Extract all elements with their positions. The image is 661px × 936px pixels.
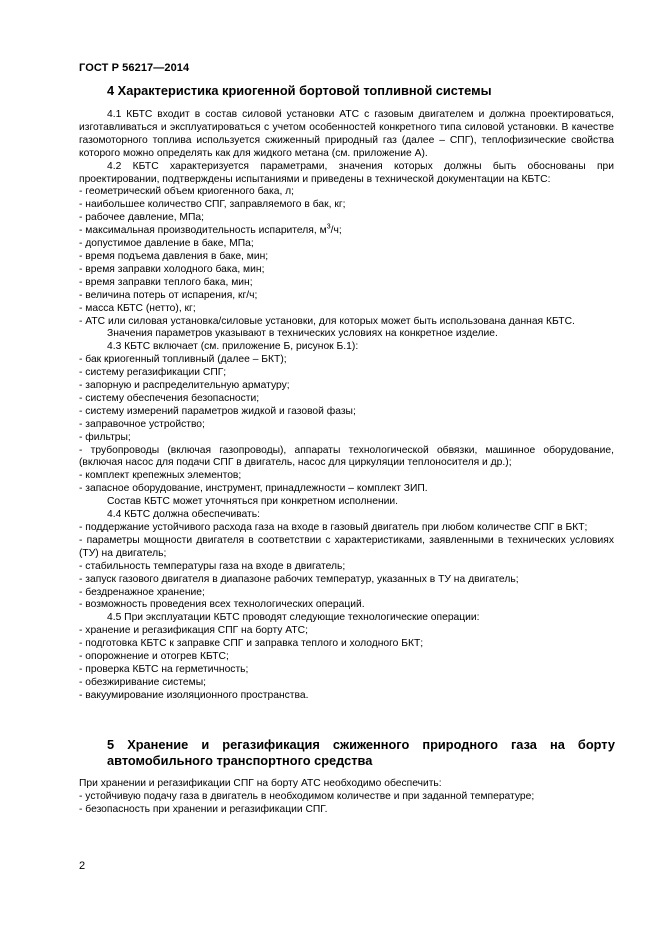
- list-item: - заправочное устройство;: [79, 418, 205, 430]
- list-item: - обезжиривание системы;: [79, 676, 206, 688]
- list-item: - бездренажное хранение;: [79, 586, 205, 598]
- section-4-title: 4 Характеристика криогенной бортовой топливной системы: [107, 83, 492, 98]
- list-item: - проверка КБТС на герметичность;: [79, 663, 249, 675]
- list-item: - поддержание устойчивого расхода газа на входе в газовый двигатель при любом количестве СПГ в БКТ;: [79, 522, 588, 533]
- list-item: - величина потерь от испарения, кг/ч;: [79, 289, 258, 301]
- list-item: - АТС или силовая установка/силовые установки, для которых может быть использована данная КБТС.: [79, 315, 575, 327]
- list-item: - подготовка КБТС к заправке СПГ и заправка теплого и холодного БКТ;: [79, 638, 424, 650]
- list-item: - запасное оборудование, инструмент, принадлежности – комплект ЗИП.: [79, 483, 428, 495]
- superscript: 3: [326, 223, 331, 231]
- list-item-text: - максимальная производительность испарителя, м: [79, 225, 327, 237]
- section-5-body: [79, 778, 614, 817]
- list-item: - комплект крепежных элементов;: [79, 470, 242, 482]
- list-item: - наибольшее количество СПГ, заправляемого в бак, кг;: [79, 199, 346, 211]
- list-item: - масса КБТС (нетто), кг;: [79, 302, 196, 314]
- list-item: - систему измерений параметров жидкой и газовой фазы;: [79, 405, 356, 417]
- paragraph-4-2-note: Значения параметров указывают в технических условиях на конкретное изделие.: [107, 328, 498, 340]
- section-5-title: 5 Хранение и регазификация сжиженного природного газа на борту автомобильного транспортного средства: [107, 737, 615, 768]
- paragraph-4-1: 4.1 КБТС входит в состав силовой установки АТС с газовым двигателем и должна проектироваться, изготавливаться и эксплуатироваться с учетом особенностей конкретного типа силовой установки. В качестве газомоторного топлива используется сжиженный природный газ (далее – СПГ), теплофизические свойства которого можно определять как для жидкого метана (см. приложение А).: [79, 109, 614, 159]
- list-item: - трубопроводы (включая газопроводы), аппараты технологической обвязки, машинное оборудование, (включая насос для подачи СПГ в двигатель, насос для циркуляции теплоносителя и др.);: [79, 444, 614, 469]
- paragraph-4-3-note: Состав КБТС может уточняться при конкретном исполнении.: [107, 496, 399, 508]
- list-item: - параметры мощности двигателя в соответствии с характеристиками, заявленными в технических условиях (ТУ) на двигатель;: [79, 534, 614, 559]
- paragraph-4-5: 4.5 При эксплуатации КБТС проводят следующие технологические операции:: [107, 612, 480, 624]
- list-item: - систему обеспечения безопасности;: [79, 392, 260, 404]
- section-4-body: [79, 109, 614, 703]
- list-item: - время заправки холодного бака, мин;: [79, 263, 265, 275]
- document-header: ГОСТ Р 56217—2014: [79, 62, 190, 74]
- paragraph-4-3: 4.3 КБТС включает (см. приложение Б, рисунок Б.1):: [107, 341, 359, 353]
- list-item: - возможность проведения всех технологических операций.: [79, 599, 365, 611]
- list-item: - вакуумирование изоляционного пространства.: [79, 689, 309, 701]
- paragraph-4-2: 4.2 КБТС характеризуется параметрами, значения которых должны быть обоснованы при проектировании, подтверждены испытаниями и приведены в технической документации на КБТС:: [79, 160, 614, 185]
- list-item: - бак криогенный топливный (далее – БКТ);: [79, 354, 287, 366]
- list-item: - хранение и регазификация СПГ на борту АТС;: [79, 625, 308, 637]
- list-item: - систему регазификации СПГ;: [79, 367, 227, 379]
- list-item-tail: /ч;: [330, 225, 342, 237]
- section-5-intro: При хранении и регазификации СПГ на борту АТС необходимо обеспечить:: [79, 778, 442, 789]
- list-item: - время подъема давления в баке, мин;: [79, 250, 269, 262]
- list-item: - опорожнение и отогрев КБТС;: [79, 651, 229, 663]
- paragraph-4-4: 4.4 КБТС должна обеспечивать:: [107, 509, 260, 521]
- list-item: - рабочее давление, МПа;: [79, 212, 204, 224]
- page-number: 2: [79, 860, 86, 872]
- list-item: - время заправки теплого бака, мин;: [79, 276, 253, 288]
- list-item: - запуск газового двигателя в диапазоне рабочих температур, указанных в ТУ на двигатель;: [79, 573, 519, 585]
- list-item: - геометрический объем криогенного бака, л;: [79, 186, 295, 198]
- list-item: - запорную и распределительную арматуру;: [79, 380, 290, 392]
- list-item: - безопасность при хранении и регазификации СПГ.: [79, 803, 328, 815]
- list-item: - устойчивую подачу газа в двигатель в необходимом количестве и при заданной температуре;: [79, 790, 535, 802]
- list-item: - допустимое давление в баке, МПа;: [79, 238, 254, 250]
- list-item: - фильтры;: [79, 431, 131, 443]
- list-item: - стабильность температуры газа на входе в двигатель;: [79, 560, 346, 572]
- list-item-evaporator: [79, 225, 614, 238]
